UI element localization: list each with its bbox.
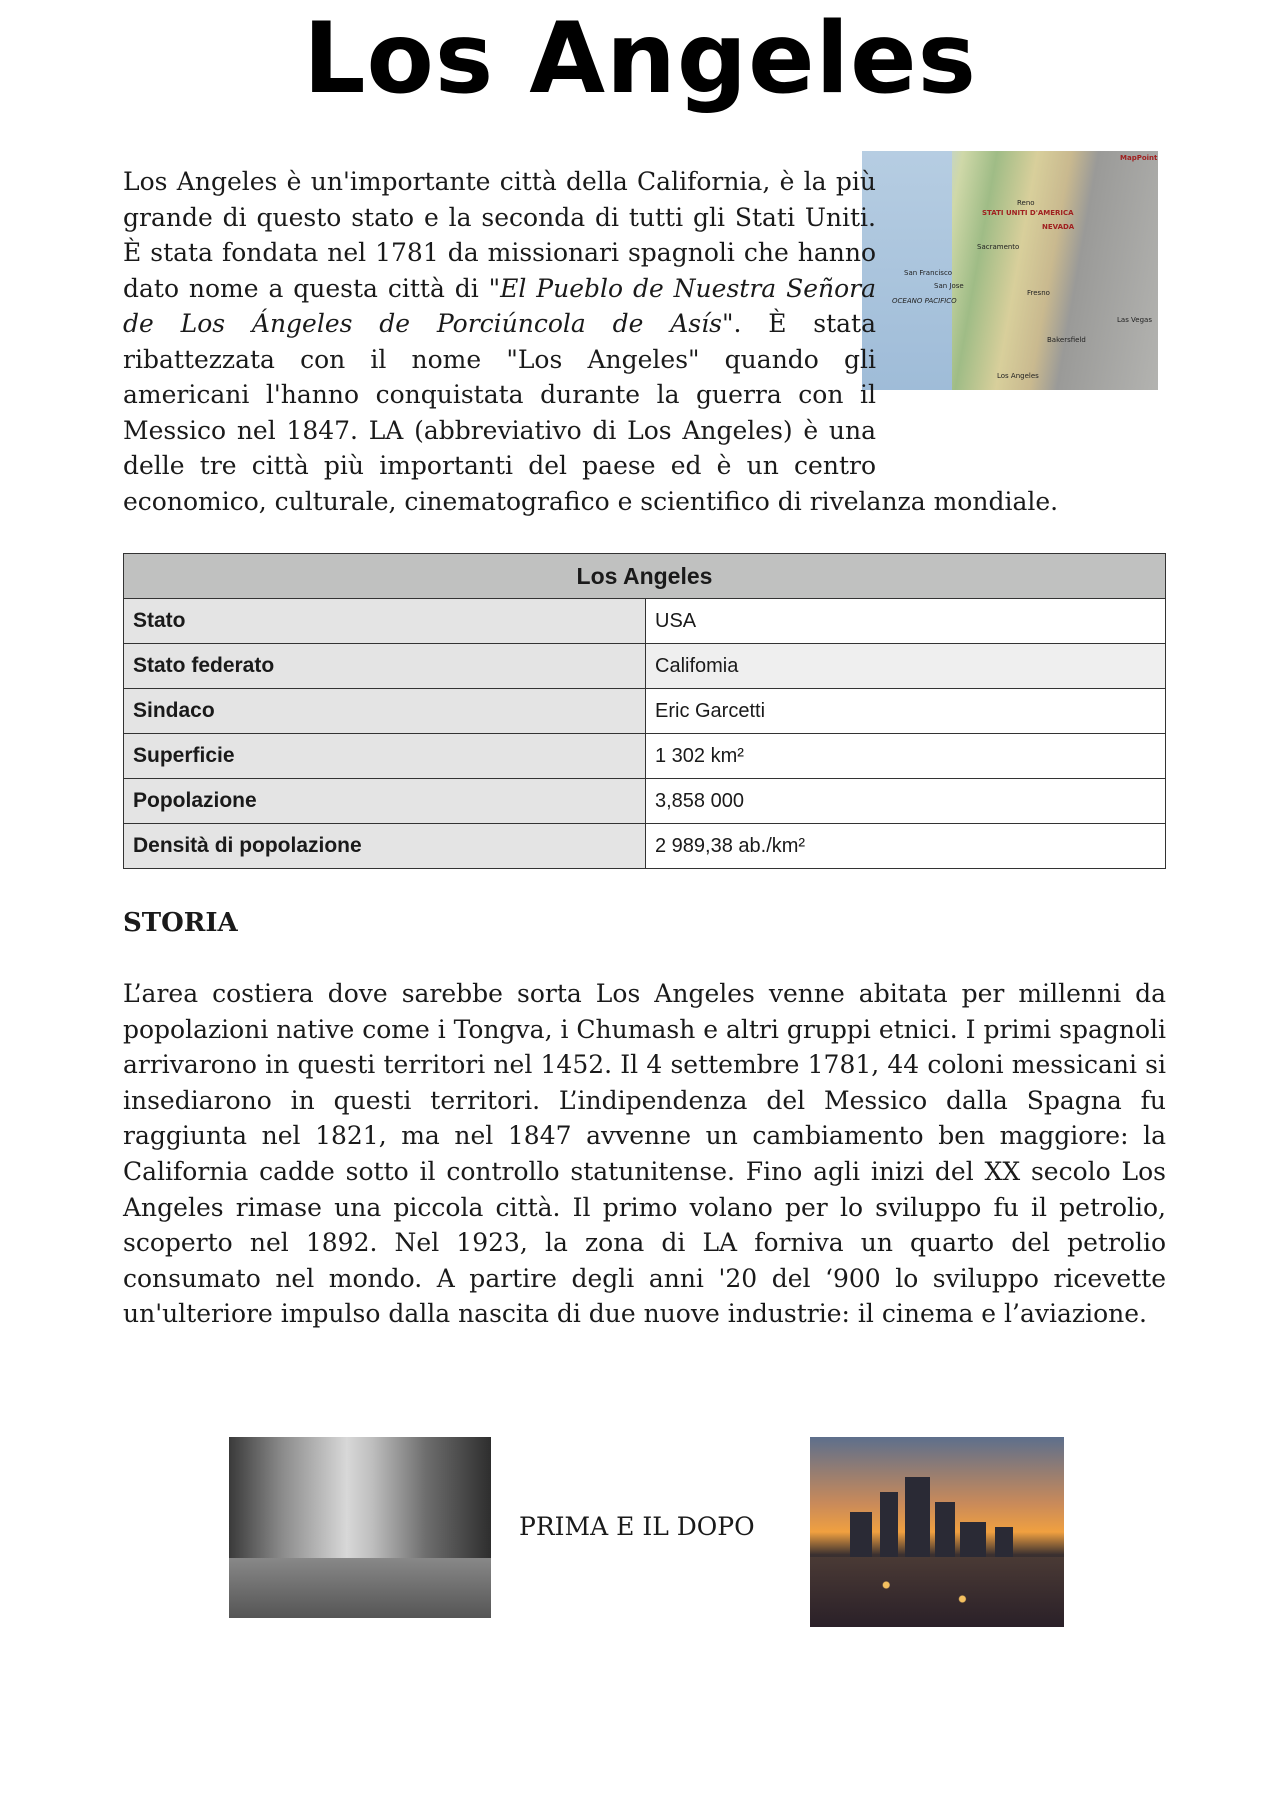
- intro-text: Los Angeles è un'importante città della California, è la più grande di questo stato e la seconda di tutti gli Stati Uniti. È stata fondata nel 1781 da missionari spagnoli che hanno dato nome a questa città di ": [123, 167, 876, 303]
- map-label: Bakersfield: [1047, 336, 1086, 344]
- row-key: Popolazione: [124, 779, 646, 824]
- map-label: Los Angeles: [997, 372, 1039, 380]
- intro-italic: El Pueblo de Nuestra Señora de Los Ángeles de Porciúncola de Asís: [123, 273, 877, 338]
- row-key: Stato federato: [124, 644, 646, 689]
- map-label: San Francisco: [904, 269, 953, 277]
- map-label: Las Vegas: [1117, 316, 1152, 324]
- row-value: Eric Garcetti: [646, 689, 1166, 734]
- row-value: Califomia: [646, 644, 1166, 689]
- intro-paragraph: [123, 164, 1166, 519]
- map-label: Reno: [1017, 199, 1035, 207]
- row-key: Superficie: [124, 734, 646, 779]
- storia-heading: STORIA: [123, 908, 238, 938]
- table-row: [124, 824, 1166, 869]
- map-label: MapPoint: [1120, 154, 1158, 162]
- photo-caption: PRIMA E IL DOPO: [519, 1512, 755, 1541]
- row-key: Densità di popolazione: [124, 824, 646, 869]
- old-los-angeles-photo: [229, 1437, 491, 1618]
- page-title: Los Angeles: [303, 2, 977, 116]
- map-label: Fresno: [1027, 289, 1050, 297]
- info-table: [123, 553, 1166, 869]
- map-label: OCEANO PACIFICO: [892, 297, 957, 305]
- row-key: Stato: [124, 599, 646, 644]
- table-row: [124, 779, 1166, 824]
- map-label: San Jose: [934, 282, 964, 290]
- map-label: STATI UNITI D'AMERICA: [982, 209, 1074, 217]
- row-value: USA: [646, 599, 1166, 644]
- map-label: Sacramento: [977, 243, 1020, 251]
- map-label: NEVADA: [1042, 223, 1075, 231]
- table-row: [124, 734, 1166, 779]
- table-row: [124, 689, 1166, 734]
- row-value: 1 302 km²: [646, 734, 1166, 779]
- table-row: [124, 644, 1166, 689]
- modern-los-angeles-skyline-photo: [810, 1437, 1064, 1627]
- row-value: 3,858 000: [646, 779, 1166, 824]
- row-key: Sindaco: [124, 689, 646, 734]
- intro-text-2: ". È stata ribattezzata con il nome "Los Angeles" quando gli americani l'hanno conquistata durante la guerra con il Messico nel 1847. LA (abbreviativo di Los Angeles) è una delle tre città più importanti del paese ed è un centro economico, culturale, cinematografico e scientifico di rivelanza mondiale.: [123, 309, 1059, 516]
- storia-paragraph: L’area costiera dove sarebbe sorta Los Angeles venne abitata per millenni da popolazioni native come i Tongva, i Chumash e altri gruppi etnici. I primi spagnoli arrivarono in questi territori nel 1452. Il 4 settembre 1781, 44 coloni messicani si insediarono in questi territori. L’indipendenza del Messico dalla Spagna fu raggiunta nel 1821, ma nel 1847 avvenne un cambiamento ben maggiore: la California cadde sotto il controllo statunitense. Fino agli inizi del XX secolo Los Angeles rimase una piccola città. Il primo volano per lo sviluppo fu il petrolio, scoperto nel 1892. Nel 1923, la zona di LA forniva un quarto del petrolio consumato nel mondo. A partire degli anni '20 del ‘900 lo sviluppo ricevette un'ulteriore impulso dalla nascita di due nuove industrie: il cinema e l’aviazione.: [123, 979, 1166, 1329]
- table-header: Los Angeles: [124, 554, 1166, 599]
- table-row: [124, 599, 1166, 644]
- row-value: 2 989,38 ab./km²: [646, 824, 1166, 869]
